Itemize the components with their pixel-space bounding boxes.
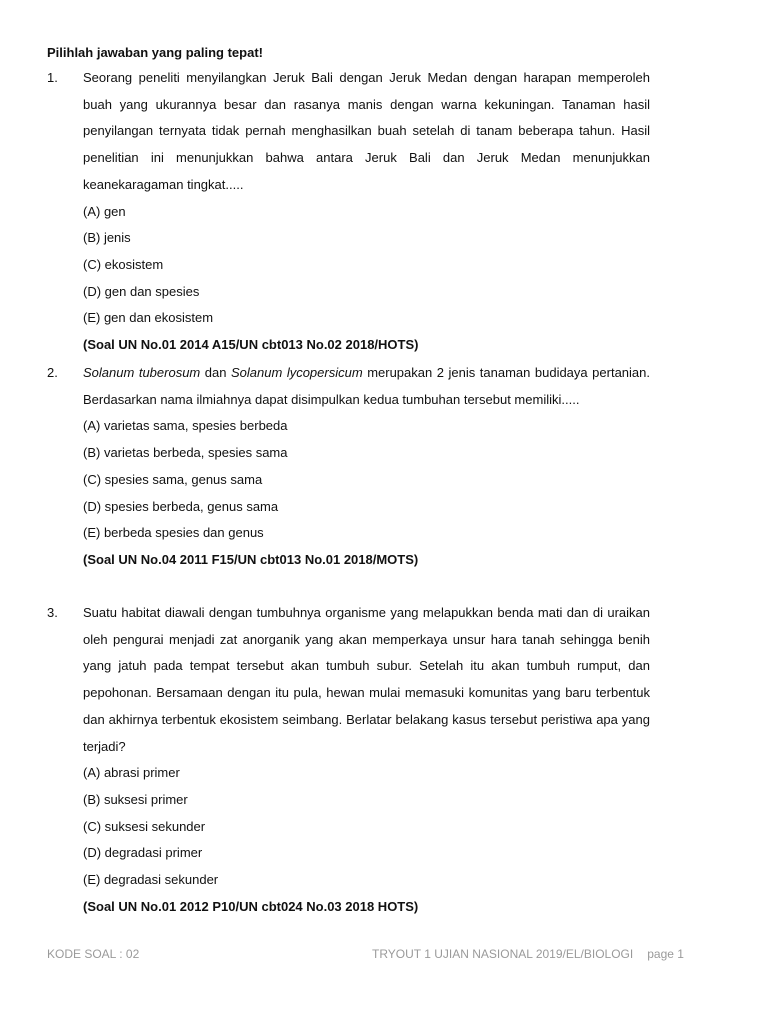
option-d: (D) spesies berbeda, genus sama [83, 498, 279, 514]
question-body [83, 360, 650, 574]
question-number: 1. [47, 70, 58, 85]
question-3 [47, 600, 650, 920]
question-source: (Soal UN No.01 2014 A15/UN cbt013 No.02 2018/HOTS) [83, 337, 419, 353]
footer-page-number: page 1 [647, 947, 684, 961]
question-body [83, 65, 650, 359]
option-d: (D) degradasi primer [83, 845, 203, 861]
question-1 [47, 65, 650, 359]
question-number: 2. [47, 365, 58, 380]
question-number: 3. [47, 605, 58, 620]
text-rest: merupakan 2 jenis tanaman budidaya pertanian. Berdasarkan nama ilmiahnya dapat disimpulkan kedua tumbuhan tersebut memiliki..... [83, 365, 650, 407]
question-2 [47, 360, 650, 574]
option-a: (A) varietas sama, spesies berbeda [83, 418, 288, 434]
option-e: (E) berbeda spesies dan genus [83, 525, 264, 541]
option-a: (A) abrasi primer [83, 765, 180, 781]
footer-code: KODE SOAL : 02 [47, 947, 140, 961]
footer-exam-name: TRYOUT 1 UJIAN NASIONAL 2019/EL/BIOLOGI [372, 947, 634, 961]
question-text: Seorang peneliti menyilangkan Jeruk Bali dengan Jeruk Medan dengan harapan memperoleh buah yang ukurannya besar dan rasanya manis dengan warna kekuningan. Tanaman hasil penyilangan ternyata tidak pernah menghasilkan buah setelah di tanam beberapa tahun. Hasil penelitian ini menunjukkan bahwa antara Jeruk Bali dan Jeruk Medan menunjukkan keanekaragaman tingkat..... [83, 70, 650, 192]
option-b: (B) varietas berbeda, spesies sama [83, 445, 288, 461]
option-c: (C) ekosistem [83, 256, 164, 272]
question-text [83, 360, 650, 413]
text-connector: dan [200, 365, 231, 380]
option-b: (B) jenis [83, 230, 131, 246]
option-a: (A) gen [83, 203, 126, 219]
footer-title [372, 946, 684, 962]
instruction-heading: Pilihlah jawaban yang paling tepat! [47, 45, 263, 60]
option-c: (C) spesies sama, genus sama [83, 471, 263, 487]
option-b: (B) suksesi primer [83, 791, 188, 807]
option-d: (D) gen dan spesies [83, 283, 200, 299]
option-e: (E) gen dan ekosistem [83, 310, 214, 326]
species-name-1: Solanum tuberosum [83, 365, 201, 380]
question-source: (Soal UN No.01 2012 P10/UN cbt024 No.03 2018 HOTS) [83, 898, 419, 914]
question-source: (Soal UN No.04 2011 F15/UN cbt013 No.01 2018/MOTS) [83, 551, 419, 567]
question-text: Suatu habitat diawali dengan tumbuhnya organisme yang melapukkan benda mati dan di uraikan oleh pengurai menjadi zat anorganik yang akan memperkaya unsur hara tanah sehingga benih yang jatuh pada tempat tersebut akan tumbuh subur. Setelah itu akan tumbuh rumput, dan pepohonan. Bersamaan dengan itu pula, hewan mulai memasuki komunitas yang baru terbentuk dan akhirnya terbentuk ekosistem seimbang. Berlatar belakang kasus tersebut peristiwa apa yang terjadi? [83, 605, 650, 754]
question-body [83, 600, 650, 920]
option-e: (E) degradasi sekunder [83, 872, 219, 888]
option-c: (C) suksesi sekunder [83, 818, 206, 834]
species-name-2: Solanum lycopersicum [230, 365, 363, 380]
